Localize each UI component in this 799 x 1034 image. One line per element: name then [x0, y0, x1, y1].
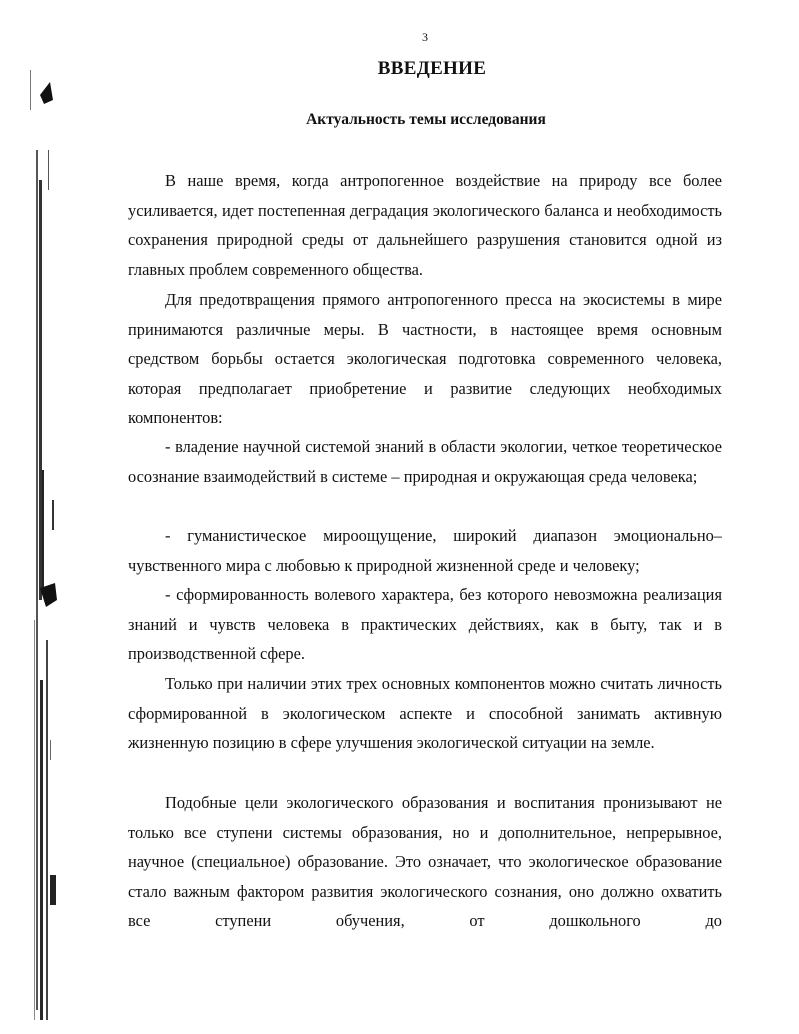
- list-item-knowledge: - владение научной системой знаний в области экологии, четкое теоретическое осознание взаимодействий в системе – природная и окружающая среда человека;: [128, 437, 722, 486]
- list-item-character: - сформированность волевого характера, без которого невозможна реализация знаний и чувств человека в практических действиях, как в быту, так и в производственной сфере.: [128, 585, 722, 664]
- paragraph-4: Подобные цели экологического образования и воспитания пронизывают не только все ступени системы образования, но и дополнительное, непрерывное, научное (специальное) образование. Это означает, что экологическое образование стало важным фактором развития экологического сознания, оно должно охватить все ступени обучения, от дошкольного до: [128, 793, 722, 931]
- paragraph-3: Только при наличии этих трех основных компонентов можно считать личность сформированной в экологическом аспекте и способной занимать активную жизненную позицию в сфере улучшения экологической ситуации на земле.: [128, 674, 722, 753]
- list-item-worldview: - гуманистическое мироощущение, широкий диапазон эмоционально–чувственного мира с любовью к природной жизненной среде и человеку;: [128, 526, 722, 575]
- page-number: 3: [422, 30, 428, 44]
- section-subtitle: Актуальность темы исследования: [306, 111, 546, 128]
- binding-edge-artifacts: [0, 0, 80, 1034]
- page-title: ВВЕДЕНИЕ: [377, 58, 487, 79]
- paragraph-2: Для предотвращения прямого антропогенного пресса на экосистемы в мире принимаются различные меры. В частности, в настоящее время основным средством борьбы остается экологическая подготовка современного человека, которая предполагает приобретение и развитие следующих необходимых компонентов:: [128, 290, 722, 428]
- paragraph-1: В наше время, когда антропогенное воздействие на природу все более усиливается, идет постепенная деградация экологического баланса и необходимость сохранения природной среды от дальнейшего разрушения становится одной из главных проблем современного общества.: [128, 171, 722, 279]
